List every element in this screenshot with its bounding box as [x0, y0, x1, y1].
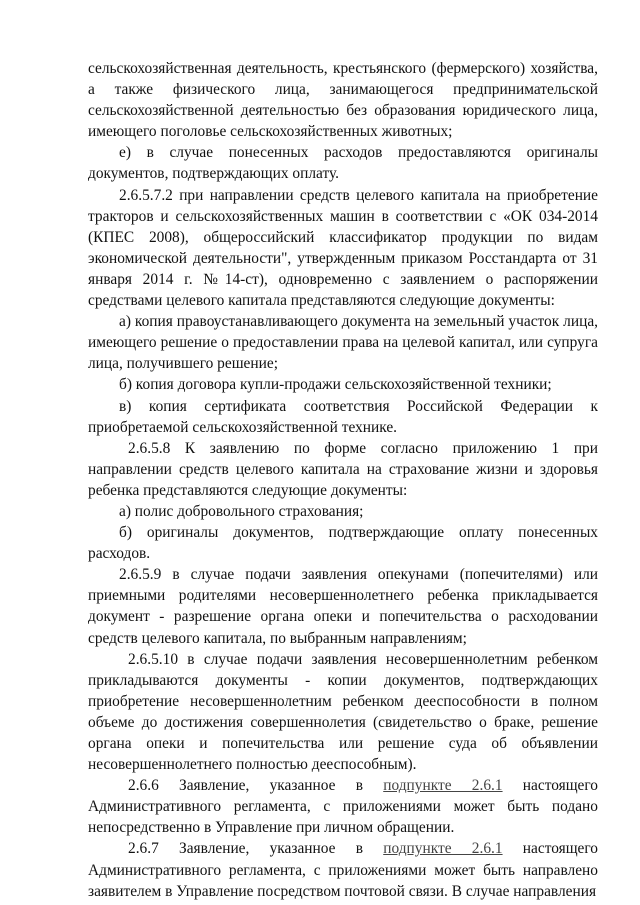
paragraph-continuation: сельскохозяйственная деятельность, крестьянского (фермерского) хозяйства, а также физического лица, занимающегося предпринимательской сельскохозяйственной деятельностью без образования юридического лица, имеющего поголовье сельскохозяйственных животных; [88, 60, 598, 141]
paragraph-2-6-6-text-end: настоящего Административного регламента, с приложениями может быть подано непосредственно в Управление при личном обращении. [88, 777, 599, 837]
paragraph-2-6-7-text-end: настоящего Административного регламента, с приложениями может быть направлено заявителем в Управление посредством почтовой связи. В случае направления [88, 840, 599, 900]
link-subclause-2-6-1[interactable]: подпункте 2.6.1 [383, 840, 503, 858]
link-subclause-2-6-1[interactable]: подпункте 2.6.1 [383, 777, 503, 795]
paragraph-item-e: е) в случае понесенных расходов предоставляются оригиналы документов, подтверждающих оплату. [88, 144, 598, 183]
paragraph-2-6-7-text-start: 2.6.7 Заявление, указанное в [128, 840, 384, 858]
document-page [88, 58, 598, 902]
paragraph-2-6-6 [88, 775, 598, 838]
paragraph-2-6-5-10: 2.6.5.10 в случае подачи заявления несовершеннолетним ребенком прикладываются документы - копии документов, подтверждающих приобретение несовершеннолетним ребенком дееспособности в полном объеме до достижения совершеннолетия (свидетельство о браке, решение органа опеки и попечительства или решение суда об объявлении несовершеннолетнего полностью дееспособным). [88, 650, 598, 774]
paragraph-item-a-insurance: а) полис добровольного страхования; [119, 502, 364, 520]
paragraph-2-6-5-9: 2.6.5.9 в случае подачи заявления опекунами (попечителями) или приемными родителями несовершеннолетнего ребенка прикладывается документ - разрешение органа опеки и попечительства о расходовании средств целевого капитала, по выбранным направлениям; [88, 566, 598, 647]
paragraph-item-b-originals: б) оригиналы документов, подтверждающие оплату понесенных расходов. [88, 524, 598, 563]
paragraph-2-6-7 [88, 838, 598, 901]
paragraph-2-6-5-7-2: 2.6.5.7.2 при направлении средств целевого капитала на приобретение тракторов и сельскохозяйственных машин в соответствии с «ОК 034-2014 (КПЕС 2008), общероссийский классификатор продукции по видам экономической деятельности", утвержденным приказом Росстандарта от 31 января 2014 г. №14-ст), одновременно с заявлением о распоряжении средствами целевого капитала представляются следующие документы: [88, 186, 598, 310]
paragraph-item-a: а) копия правоустанавливающего документа на земельный участок лица, имеющего решение о предоставлении права на целевой капитал, или супруга лица, получившего решение; [88, 313, 598, 373]
paragraph-2-6-6-text-start: 2.6.6 Заявление, указанное в [128, 777, 384, 795]
paragraph-item-b: б) копия договора купли-продажи сельскохозяйственной техники; [119, 376, 552, 394]
paragraph-item-v: в) копия сертификата соответствия Российской Федерации к приобретаемой сельскохозяйственной технике. [88, 397, 598, 436]
paragraph-2-6-5-8: 2.6.5.8 К заявлению по форме согласно приложению 1 при направлении средств целевого капитала на страхование жизни и здоровья ребенка представляются следующие документы: [88, 439, 598, 499]
